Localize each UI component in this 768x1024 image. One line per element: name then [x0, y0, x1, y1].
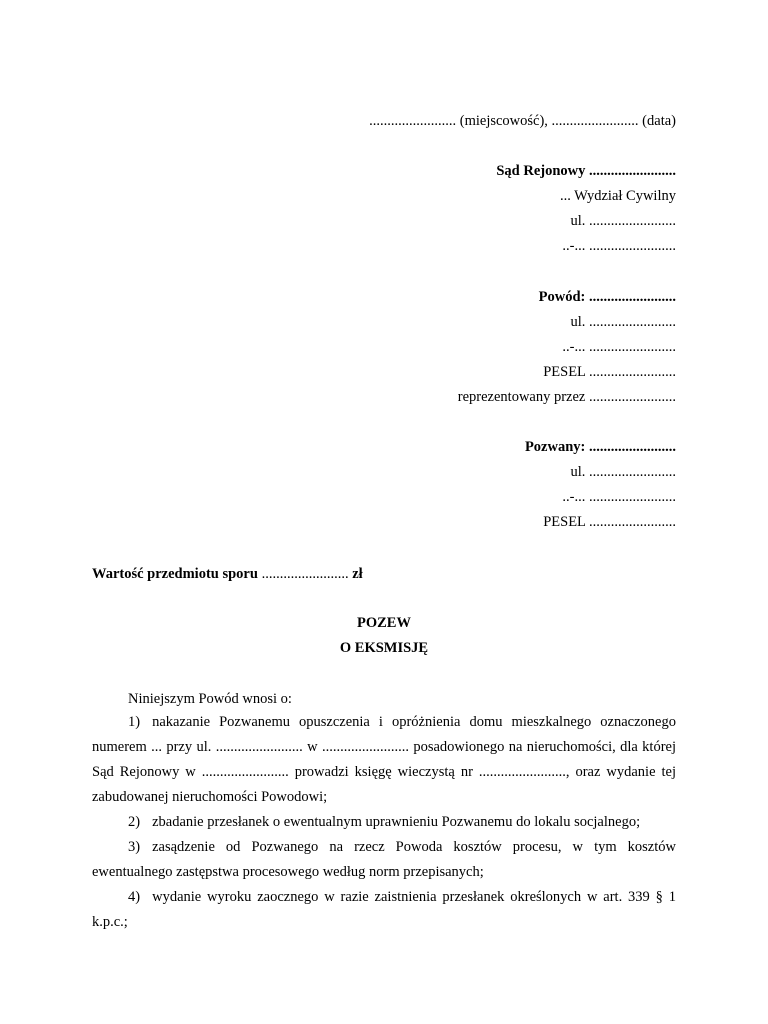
- court-dots: ........................: [589, 163, 676, 179]
- plaintiff-dots: ........................: [589, 289, 676, 305]
- request-item-text: zbadanie przesłanek o ewentualnym uprawnieniu Pozwanemu do lokalu socjalnego;: [152, 814, 641, 830]
- body-intro: Niniejszym Powód wnosi o:: [128, 691, 292, 707]
- court-postal: ..-... ........................: [562, 238, 676, 254]
- court-name: [496, 162, 676, 180]
- request-item-3: [92, 835, 676, 885]
- defendant-label: Pozwany:: [524, 439, 586, 455]
- dispute-value-currency: zł: [352, 566, 363, 582]
- plaintiff-pesel: PESEL ........................: [543, 364, 676, 380]
- request-item-2: [92, 810, 676, 835]
- defendant-postal: ..-... ........................: [562, 489, 676, 505]
- request-item-4: [92, 885, 676, 935]
- defendant-pesel: PESEL ........................: [543, 514, 676, 530]
- dispute-value: [92, 565, 363, 583]
- defendant-street: ul. ........................: [570, 464, 676, 480]
- document-title-line2: O EKSMISJĘ: [339, 640, 429, 656]
- plaintiff-representative: reprezentowany przez ........................: [457, 389, 676, 405]
- document-title-line1: POZEW: [357, 615, 411, 631]
- court-division: ... Wydział Cywilny: [559, 188, 676, 204]
- court-street: ul. ........................: [570, 213, 676, 229]
- request-item-text: zasądzenie od Pozwanego na rzecz Powoda kosztów procesu, w tym kosztów ewentualnego zastępstwa procesowego według norm przepisanych;: [92, 839, 676, 880]
- request-item-1: [92, 710, 676, 810]
- request-item-number: 2): [128, 814, 141, 830]
- dispute-value-dots: ........................: [261, 566, 349, 582]
- request-item-number: 3): [128, 839, 141, 855]
- plaintiff-label: Powód:: [538, 289, 586, 305]
- plaintiff-name: [539, 288, 676, 306]
- defendant-name: [525, 438, 676, 456]
- request-item-number: 1): [128, 714, 141, 730]
- request-item-text: nakazanie Pozwanemu opuszczenia i opróżnienia domu mieszkalnego oznaczonego numerem ... przy ul. ........................ w ........................ posadowionego na nieruchomości, dla której Sąd Rejonowy w ........................ prowadzi księgę wieczystą nr ........................, oraz wydanie tej zabudowanej nieruchomości Powodowi;: [92, 714, 676, 805]
- plaintiff-street: ul. ........................: [570, 314, 676, 330]
- plaintiff-postal: ..-... ........................: [562, 339, 676, 355]
- dispute-value-label: Wartość przedmiotu sporu: [92, 566, 258, 582]
- request-item-number: 4): [128, 889, 141, 905]
- request-item-text: wydanie wyroku zaocznego w razie zaistnienia przesłanek określonych w art. 339 § 1 k.p.c.;: [92, 889, 676, 930]
- court-label: Sąd Rejonowy: [496, 163, 586, 179]
- place-date-line: ........................ (miejscowość), ........................ (data): [369, 113, 676, 129]
- defendant-dots: ........................: [589, 439, 676, 455]
